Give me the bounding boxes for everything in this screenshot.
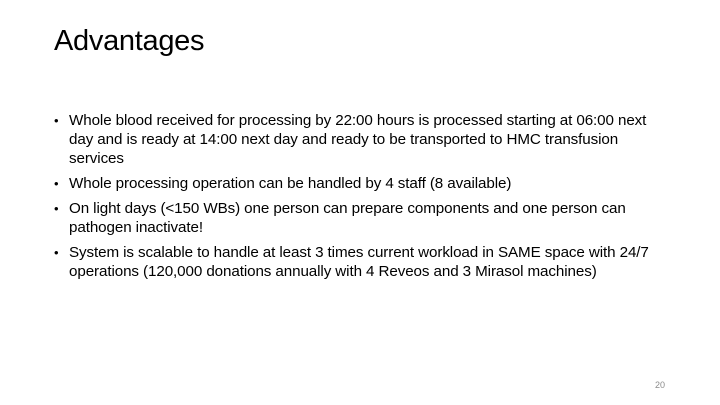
bullet-text: Whole processing operation can be handled by 4 staff (8 available) xyxy=(69,175,512,192)
bullet-text: On light days (<150 WBs) one person can prepare components and one person can pathogen inactivate! xyxy=(69,200,626,236)
bullet-text: Whole blood received for processing by 22:00 hours is processed starting at 06:00 next day and is ready at 14:00 next day and ready to be transported to HMC transfusion services xyxy=(69,112,647,167)
slide-title: Advantages xyxy=(54,25,205,57)
bullet-dot-icon: • xyxy=(54,176,59,191)
bullet-dot-icon: • xyxy=(54,113,59,128)
bullet-dot-icon: • xyxy=(54,201,59,216)
slide-number: 20 xyxy=(654,380,665,390)
bullet-item xyxy=(54,199,674,237)
bullet-dot-icon: • xyxy=(54,245,59,260)
bullet-list xyxy=(54,111,674,287)
bullet-item xyxy=(54,243,674,281)
bullet-item xyxy=(54,174,674,193)
bullet-item xyxy=(54,111,674,168)
bullet-text: System is scalable to handle at least 3 times current workload in SAME space with 24/7 operations (120,000 donations annually with 4 Reveos and 3 Mirasol machines) xyxy=(69,244,649,280)
